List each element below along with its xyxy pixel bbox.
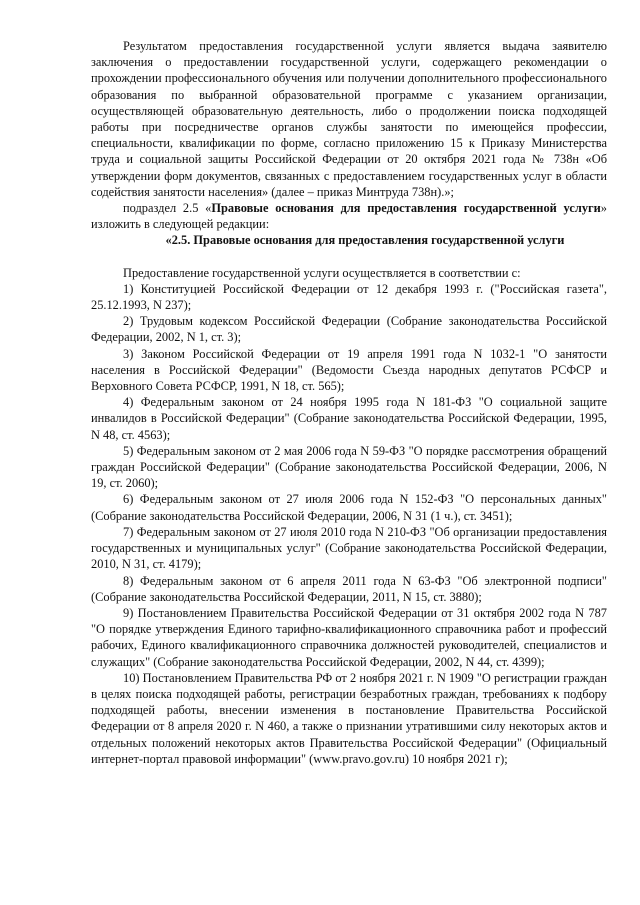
list-item: 1) Конституцией Российской Федерации от 12 декабря 1993 г. ("Российская газета", 25.12.1993, N 237); bbox=[91, 281, 607, 313]
list-item: 4) Федеральным законом от 24 ноября 1995 года N 181-ФЗ "О социальной защите инвалидов в Российской Федерации" (Собрание законодательства Российской Федерации, 1995, N 48, ст. 4563); bbox=[91, 395, 607, 442]
intro-paragraph: Результатом предоставления государственной услуги является выдача заявителю заключения о предоставлении государственной услуги, содержащего рекомендации о прохождении профессионального обучения или получении дополнительного профессионального образования по выбранной образовательной программе с указанием организации, осуществляющей образовательную деятельность, либо о продолжении поиска подходящей работы при посредничестве органов службы занятости по имеющейся профессии, специальности, квалификации по форме, согласно приложению 15 к Приказу Министерства труда и социальной защиты Российской Федерации от 20 октября 2021 года № 738н «Об утверждении форм документов, связанных с предоставлением государственных услуг в области содействия занятости населения» (далее – приказ Минтруда 738н).»; bbox=[91, 39, 607, 199]
list-item: 9) Постановлением Правительства Российской Федерации от 31 октября 2002 года N 787 "О порядке утверждения Единого тарифно-квалификационного справочника работ и профессий рабочих, Единого квалификационного справочника должностей руководителей, специалистов и служащих" (Собрание законодательства Российской Федерации, 2002, N 44, ст. 4399); bbox=[91, 605, 607, 669]
list-item: 2) Трудовым кодексом Российской Федерации (Собрание законодательства Российской Федерации, 2002, N 1, ст. 3); bbox=[91, 314, 607, 345]
subsection-prefix: подраздел 2.5 « bbox=[123, 201, 212, 216]
spacer bbox=[91, 249, 607, 265]
list-intro: Предоставление государственной услуги осуществляется в соответствии с: bbox=[123, 265, 521, 280]
subsection-title: Правовые основания для предоставления государственной услуги bbox=[211, 201, 601, 216]
list-item: 8) Федеральным законом от 6 апреля 2011 года N 63-ФЗ "Об электронной подписи" (Собрание законодательства Российской Федерации, 2011, N 15, ст. 3880); bbox=[91, 573, 607, 604]
list-item: 5) Федеральным законом от 2 мая 2006 года N 59-ФЗ "О порядке рассмотрения обращений граждан Российской Федерации" (Собрание законодательства Российской Федерации, 2006, N 19, ст. 2060); bbox=[91, 443, 607, 491]
list-item: 10) Постановлением Правительства РФ от 2 ноября 2021 г. N 1909 "О регистрации граждан в целях поиска подходящей работы, регистрации безработных граждан, требованиях к подбору подходящей работы, внесении изменения в постановление Правительства Российской Федерации от 8 апреля 2020 г. N 460, а также о признании утратившими силу некоторых актов и отдельных положений некоторых актов Правительства Российской Федерации" (Официальный интернет-портал правовой информации" (www.pravo.gov.ru) 10 ноября 2021 г); bbox=[91, 670, 607, 766]
list-item: 3) Законом Российской Федерации от 19 апреля 1991 года N 1032-1 "О занятости населения в Российской Федерации" (Ведомости Съезда народных депутатов РСФСР и Верховного Совета РСФСР, 1991, N 18, ст. 565); bbox=[91, 346, 607, 394]
subsection-suffix: » изложить в следующей редакции: bbox=[91, 201, 607, 232]
section-heading: «2.5. Правовые основания для предоставления государственной услуги bbox=[165, 233, 565, 248]
subsection-instruction bbox=[91, 200, 607, 232]
list-item: 6) Федеральным законом от 27 июля 2006 года N 152-ФЗ "О персональных данных" (Собрание законодательства Российской Федерации, 2006, N 31 (1 ч.), ст. 3451); bbox=[91, 492, 607, 523]
list-item: 7) Федеральным законом от 27 июля 2010 года N 210-ФЗ "Об организации предоставления государственных и муниципальных услуг" (Собрание законодательства Российской Федерации, 2010, N 31, ст. 4179); bbox=[91, 524, 607, 572]
